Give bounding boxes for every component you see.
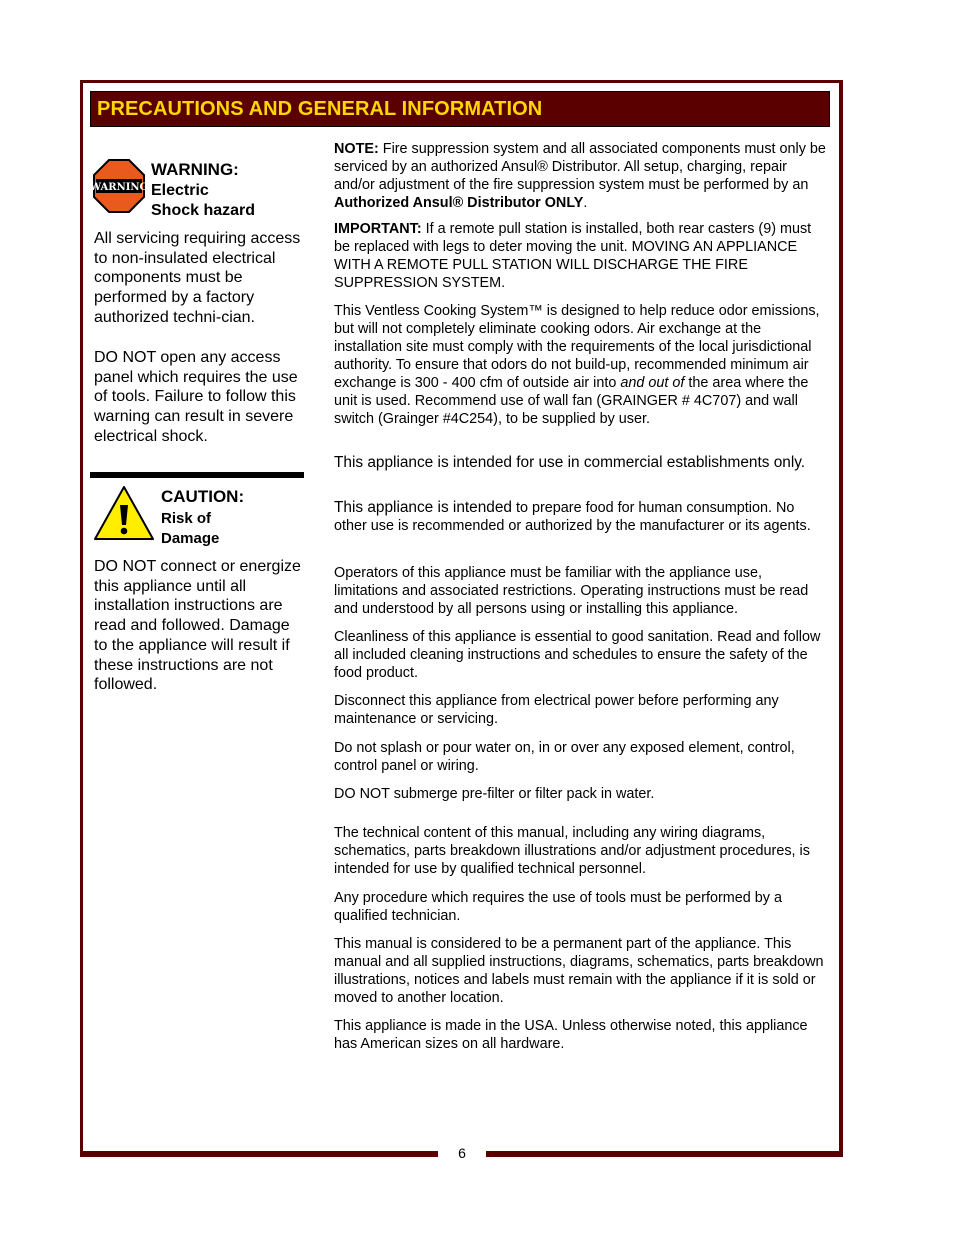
technical-paragraph: The technical content of this manual, including any wiring diagrams, schematics, parts breakdown illustrations and/or adjustment procedures, is intended for use by qualified technical personnel.	[334, 825, 810, 877]
caution-body: DO NOT connect or energize this appliance until all installation instructions are read and followed. Damage to the appliance will result if these instructions are not followed.	[94, 558, 301, 694]
ventless-paragraph: This Ventless Cooking System™ is designed to help reduce odor emissions, but will not completely eliminate cooking odors. Air exchange at the installation site must comply with the requirements of the local jurisdictional authority. To ensure that odors do not build-up, recommended minimum air exchange is 300 - 400 cfm of outside air into and out of the area where the unit is used. Recommend use of wall fan (GRAINGER # 4C707) and wall switch (Grainger #4C254), to be supplied by user.	[334, 303, 820, 427]
warning-stop-sign-icon	[89, 159, 149, 213]
warning-sign-text: WARNING	[89, 182, 149, 193]
caution-heading: CAUTION:	[161, 487, 245, 506]
warning-subheading: Electric Shock hazard	[151, 182, 256, 219]
caution-triangle-icon	[93, 485, 155, 541]
tools-paragraph: Any procedure which requires the use of tools must be performed by a qualified technician.	[334, 890, 782, 924]
title-bar	[90, 91, 830, 127]
warning-heading: WARNING:	[151, 160, 239, 179]
food-paragraph: This appliance is intended to prepare food for human consumption. No other use is recommended or authorized by the manufacturer or its agents.	[334, 499, 811, 534]
permanent-paragraph: This manual is considered to be a permanent part of the appliance. This manual and all supplied instructions, diagrams, schematics, parts breakdown illustrations, notices and labels must remain with the appliance if it is sold or moved to another location.	[334, 936, 824, 1006]
warning-body: All servicing requiring access to non-insulated electrical components must be performed by a factory authorized techni-cian.	[94, 230, 301, 326]
note-paragraph: NOTE: Fire suppression system and all associated components must only be serviced by an authorized Ansul® Distributor. All setup, charging, repair and/or adjustment of the fire suppression system must be performed by an Authorized Ansul® Distributor ONLY.	[334, 141, 826, 211]
important-paragraph: IMPORTANT: If a remote pull station is installed, both rear casters (9) must be replaced with legs to deter moving the unit. MOVING AN APPLIANCE WITH A REMOTE PULL STATION WILL DISCHARGE THE FIRE SUPPRESSION SYSTEM.	[334, 221, 812, 291]
caution-subheading: Risk of Damage	[161, 510, 220, 547]
commercial-paragraph: This appliance is intended for use in commercial establishments only.	[334, 454, 806, 471]
page-title: PRECAUTIONS AND GENERAL INFORMATION	[97, 98, 543, 120]
usa-paragraph: This appliance is made in the USA. Unless otherwise noted, this appliance has American sizes on all hardware.	[334, 1018, 808, 1052]
splash-paragraph: Do not splash or pour water on, in or over any exposed element, control, control panel or wiring.	[334, 740, 795, 774]
submerge-paragraph: DO NOT submerge pre-filter or filter pack in water.	[334, 786, 655, 802]
page-number: 6	[458, 1145, 466, 1161]
cleanliness-paragraph: Cleanliness of this appliance is essential to good sanitation. Read and follow all included cleaning instructions and schedules to ensure the safety of the food product.	[334, 629, 821, 681]
disconnect-paragraph: Disconnect this appliance from electrical power before performing any maintenance or servicing.	[334, 693, 779, 727]
section-divider	[90, 472, 304, 478]
operators-paragraph: Operators of this appliance must be familiar with the appliance use, limitations and associated restrictions. Operating instructions must be read and understood by all persons using or installing this appliance.	[334, 565, 809, 617]
warning-body-2: DO NOT open any access panel which requires the use of tools. Failure to follow this warning can result in severe electrical shock.	[94, 349, 298, 445]
